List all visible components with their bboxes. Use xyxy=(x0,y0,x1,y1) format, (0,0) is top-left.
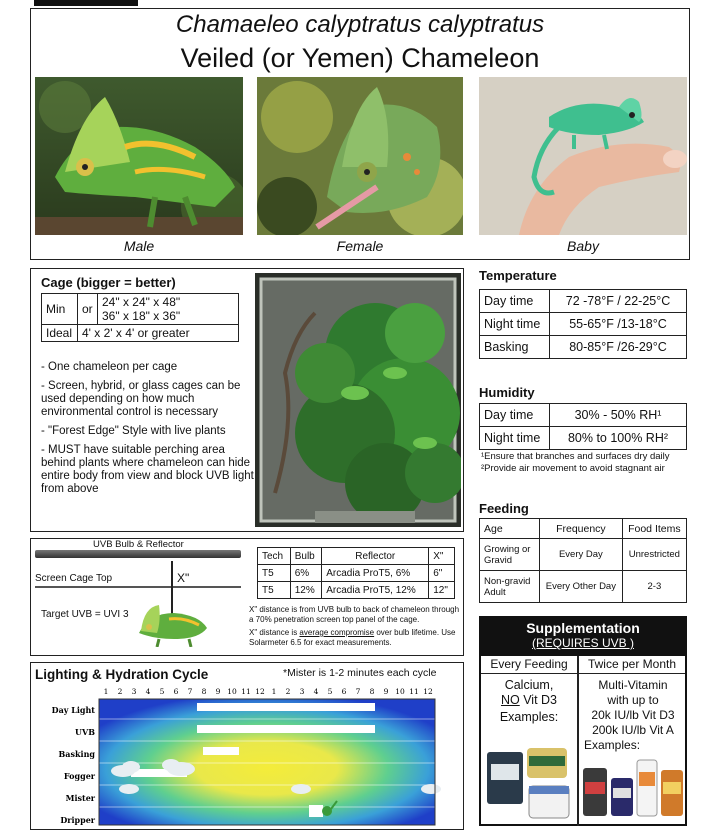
temp-label: Basking xyxy=(480,336,550,359)
lighting-note: *Mister is 1-2 minutes each cycle xyxy=(283,667,437,679)
uvb-table xyxy=(257,547,455,599)
feeding-header: Frequency xyxy=(540,519,623,539)
humidity-value: 80% to 100% RH² xyxy=(550,427,687,450)
ideal-size: 4' x 2' x 4' or greater xyxy=(78,325,239,342)
row-label: Mister xyxy=(65,793,95,803)
uvb-bar xyxy=(197,725,375,733)
hour-label: 8 xyxy=(201,687,207,696)
hour-label: 5 xyxy=(327,687,333,696)
temperature-title: Temperature xyxy=(479,268,557,283)
humidity-note: ¹Ensure that branches and surfaces dry daily xyxy=(481,451,670,462)
hour-label: 8 xyxy=(369,687,375,696)
row-label: Fogger xyxy=(63,771,95,781)
row-label: UVB xyxy=(75,727,95,737)
supplementation-col-heads xyxy=(481,656,685,674)
temp-label: Night time xyxy=(480,313,550,336)
scientific-name: Chamaeleo calyptratus calyptratus xyxy=(175,11,545,38)
cage-bullet: - "Forest Edge" Style with live plants xyxy=(41,425,226,437)
supplementation-header xyxy=(481,618,685,656)
basking-bar xyxy=(203,747,239,755)
humidity-value: 30% - 50% RH¹ xyxy=(550,404,687,427)
uvb-x: 6" xyxy=(429,565,455,582)
feeding-title: Feeding xyxy=(479,501,529,516)
cage-size-table xyxy=(41,293,239,342)
humidity-label: Day time xyxy=(480,404,550,427)
calcium-products-image xyxy=(485,744,573,822)
row-label: Dripper xyxy=(60,815,95,825)
hour-label: 3 xyxy=(131,687,137,696)
hour-label: 4 xyxy=(145,687,151,696)
hour-label: 3 xyxy=(299,687,305,696)
ideal-label: Ideal xyxy=(42,325,78,342)
cage-bullet: - MUST have suitable perching area behind plants where chameleon can hide entire body from view and block UVB light from above xyxy=(41,444,254,495)
lighting-chart xyxy=(31,683,463,829)
uvb-note-2: X" distance is average compromise over bulb lifetime. Use Solarmeter 6.5 for exact measurements. xyxy=(249,628,456,647)
feeding-frequency: Every Day xyxy=(540,539,623,571)
hour-label: 10 xyxy=(227,687,237,696)
temp-value: 80-85°F /26-29°C xyxy=(550,336,687,359)
row-label: Basking xyxy=(58,749,95,759)
feeding-age: Growing or Gravid xyxy=(480,539,540,571)
male-photo xyxy=(35,77,243,235)
humidity-note: ²Provide air movement to avoid stagnant air xyxy=(481,463,665,474)
hour-label: 4 xyxy=(313,687,319,696)
temp-value: 72 -78°F / 22-25°C xyxy=(550,290,687,313)
uvb-bulb: 12% xyxy=(290,582,322,599)
screen-cage-top-line xyxy=(35,586,241,588)
hour-label: 5 xyxy=(159,687,165,696)
temperature-table xyxy=(479,289,687,359)
hour-label: 9 xyxy=(215,687,221,696)
daylight-bar xyxy=(197,703,375,711)
humidity-table xyxy=(479,403,687,450)
min-size-1: 24" x 24" x 48" xyxy=(102,295,181,309)
screen-cage-top-label: Screen Cage Top xyxy=(35,573,113,584)
female-caption: Female xyxy=(336,238,384,254)
hour-label: 11 xyxy=(409,687,419,696)
hour-label: 12 xyxy=(423,687,433,696)
common-name: Veiled (or Yemen) Chameleon xyxy=(180,43,540,73)
cage-bullet: - One chameleon per cage xyxy=(41,361,178,373)
feeding-frequency: Every Other Day xyxy=(540,571,623,603)
x-distance-label: X" xyxy=(177,571,190,585)
supplementation-title: Supplementation xyxy=(526,620,640,636)
uvb-header: X" xyxy=(429,548,455,565)
baby-caption: Baby xyxy=(567,238,599,254)
temp-value: 55-65°F /13-18°C xyxy=(550,313,687,336)
twice-month-head: Twice per Month xyxy=(587,657,677,671)
uvb-notes xyxy=(249,605,461,648)
male-caption: Male xyxy=(123,238,155,254)
multivitamin-products-image xyxy=(581,758,685,824)
supplementation-panel xyxy=(479,616,687,826)
uvb-reflector: Arcadia ProT5, 6% xyxy=(322,565,429,582)
chameleon-graphic xyxy=(129,603,215,647)
feeding-table xyxy=(479,518,687,603)
feeding-food: 2-3 xyxy=(622,571,686,603)
uvb-header: Bulb xyxy=(290,548,322,565)
every-feeding-head: Every Feeding xyxy=(490,657,568,671)
cage-title: Cage (bigger = better) xyxy=(41,275,176,290)
hour-label: 10 xyxy=(395,687,405,696)
hour-label: 7 xyxy=(355,687,361,696)
hour-label: 11 xyxy=(241,687,251,696)
cage-bullet: - Screen, hybrid, or glass cages can be used depending on how much environmental control is necessary xyxy=(41,380,241,418)
humidity-title: Humidity xyxy=(479,385,535,400)
feeding-header: Food Items xyxy=(622,519,686,539)
uvb-reflector: Arcadia ProT5, 12% xyxy=(322,582,429,599)
lighting-title: Lighting & Hydration Cycle xyxy=(35,667,209,682)
hour-label: 6 xyxy=(173,687,179,696)
every-feeding-text: Calcium, NO Vit D3 Examples: xyxy=(499,678,559,724)
min-size-2: 36" x 18" x 36" xyxy=(102,309,181,323)
or-label: or xyxy=(78,294,98,325)
hour-label: 7 xyxy=(187,687,193,696)
day-night-gradient xyxy=(99,699,435,825)
uvb-bulb-graphic xyxy=(35,550,241,558)
hour-label: 6 xyxy=(341,687,347,696)
min-label: Min xyxy=(42,294,78,325)
temp-label: Day time xyxy=(480,290,550,313)
target-uvb-label: Target UVB = UVI 3 xyxy=(41,609,129,620)
cage-panel xyxy=(30,268,464,532)
uvb-tech: T5 xyxy=(258,565,291,582)
lighting-panel xyxy=(30,662,464,830)
min-size-cell xyxy=(98,294,239,325)
feeding-age: Non-gravid Adult xyxy=(480,571,540,603)
supplementation-subtitle: (REQUIRES UVB ) xyxy=(531,636,634,650)
cage-bullets xyxy=(41,361,261,502)
humidity-notes xyxy=(481,451,691,475)
top-black-bar xyxy=(34,0,138,6)
uvb-header: Reflector xyxy=(322,548,429,565)
hour-label: 1 xyxy=(271,687,277,696)
uvb-bulb: 6% xyxy=(290,565,322,582)
uvb-panel xyxy=(30,538,464,656)
cage-photo xyxy=(255,273,461,527)
row-label: Day Light xyxy=(51,705,95,715)
female-photo xyxy=(257,77,463,235)
uvb-tech: T5 xyxy=(258,582,291,599)
uvb-note: X" distance is from UVB bulb to back of chameleon through a 70% penetration screen top panel of the cage. xyxy=(249,605,460,624)
humidity-label: Night time xyxy=(480,427,550,450)
hour-label: 1 xyxy=(103,687,109,696)
hour-label: 2 xyxy=(117,687,123,696)
feeding-header: Age xyxy=(480,519,540,539)
uvb-header: Tech xyxy=(258,548,291,565)
baby-photo xyxy=(479,77,687,235)
uvb-x: 12" xyxy=(429,582,455,599)
twice-month-text: Multi-Vitamin with up to 20k IU/lb Vit D3 200k IU/lb Vit A Examples: xyxy=(584,678,675,752)
hour-label: 2 xyxy=(285,687,291,696)
uvb-bulb-label: UVB Bulb & Reflector xyxy=(93,539,184,550)
header-panel xyxy=(30,8,690,260)
hour-label: 12 xyxy=(255,687,265,696)
feeding-food: Unrestricted xyxy=(622,539,686,571)
hour-label: 9 xyxy=(383,687,389,696)
